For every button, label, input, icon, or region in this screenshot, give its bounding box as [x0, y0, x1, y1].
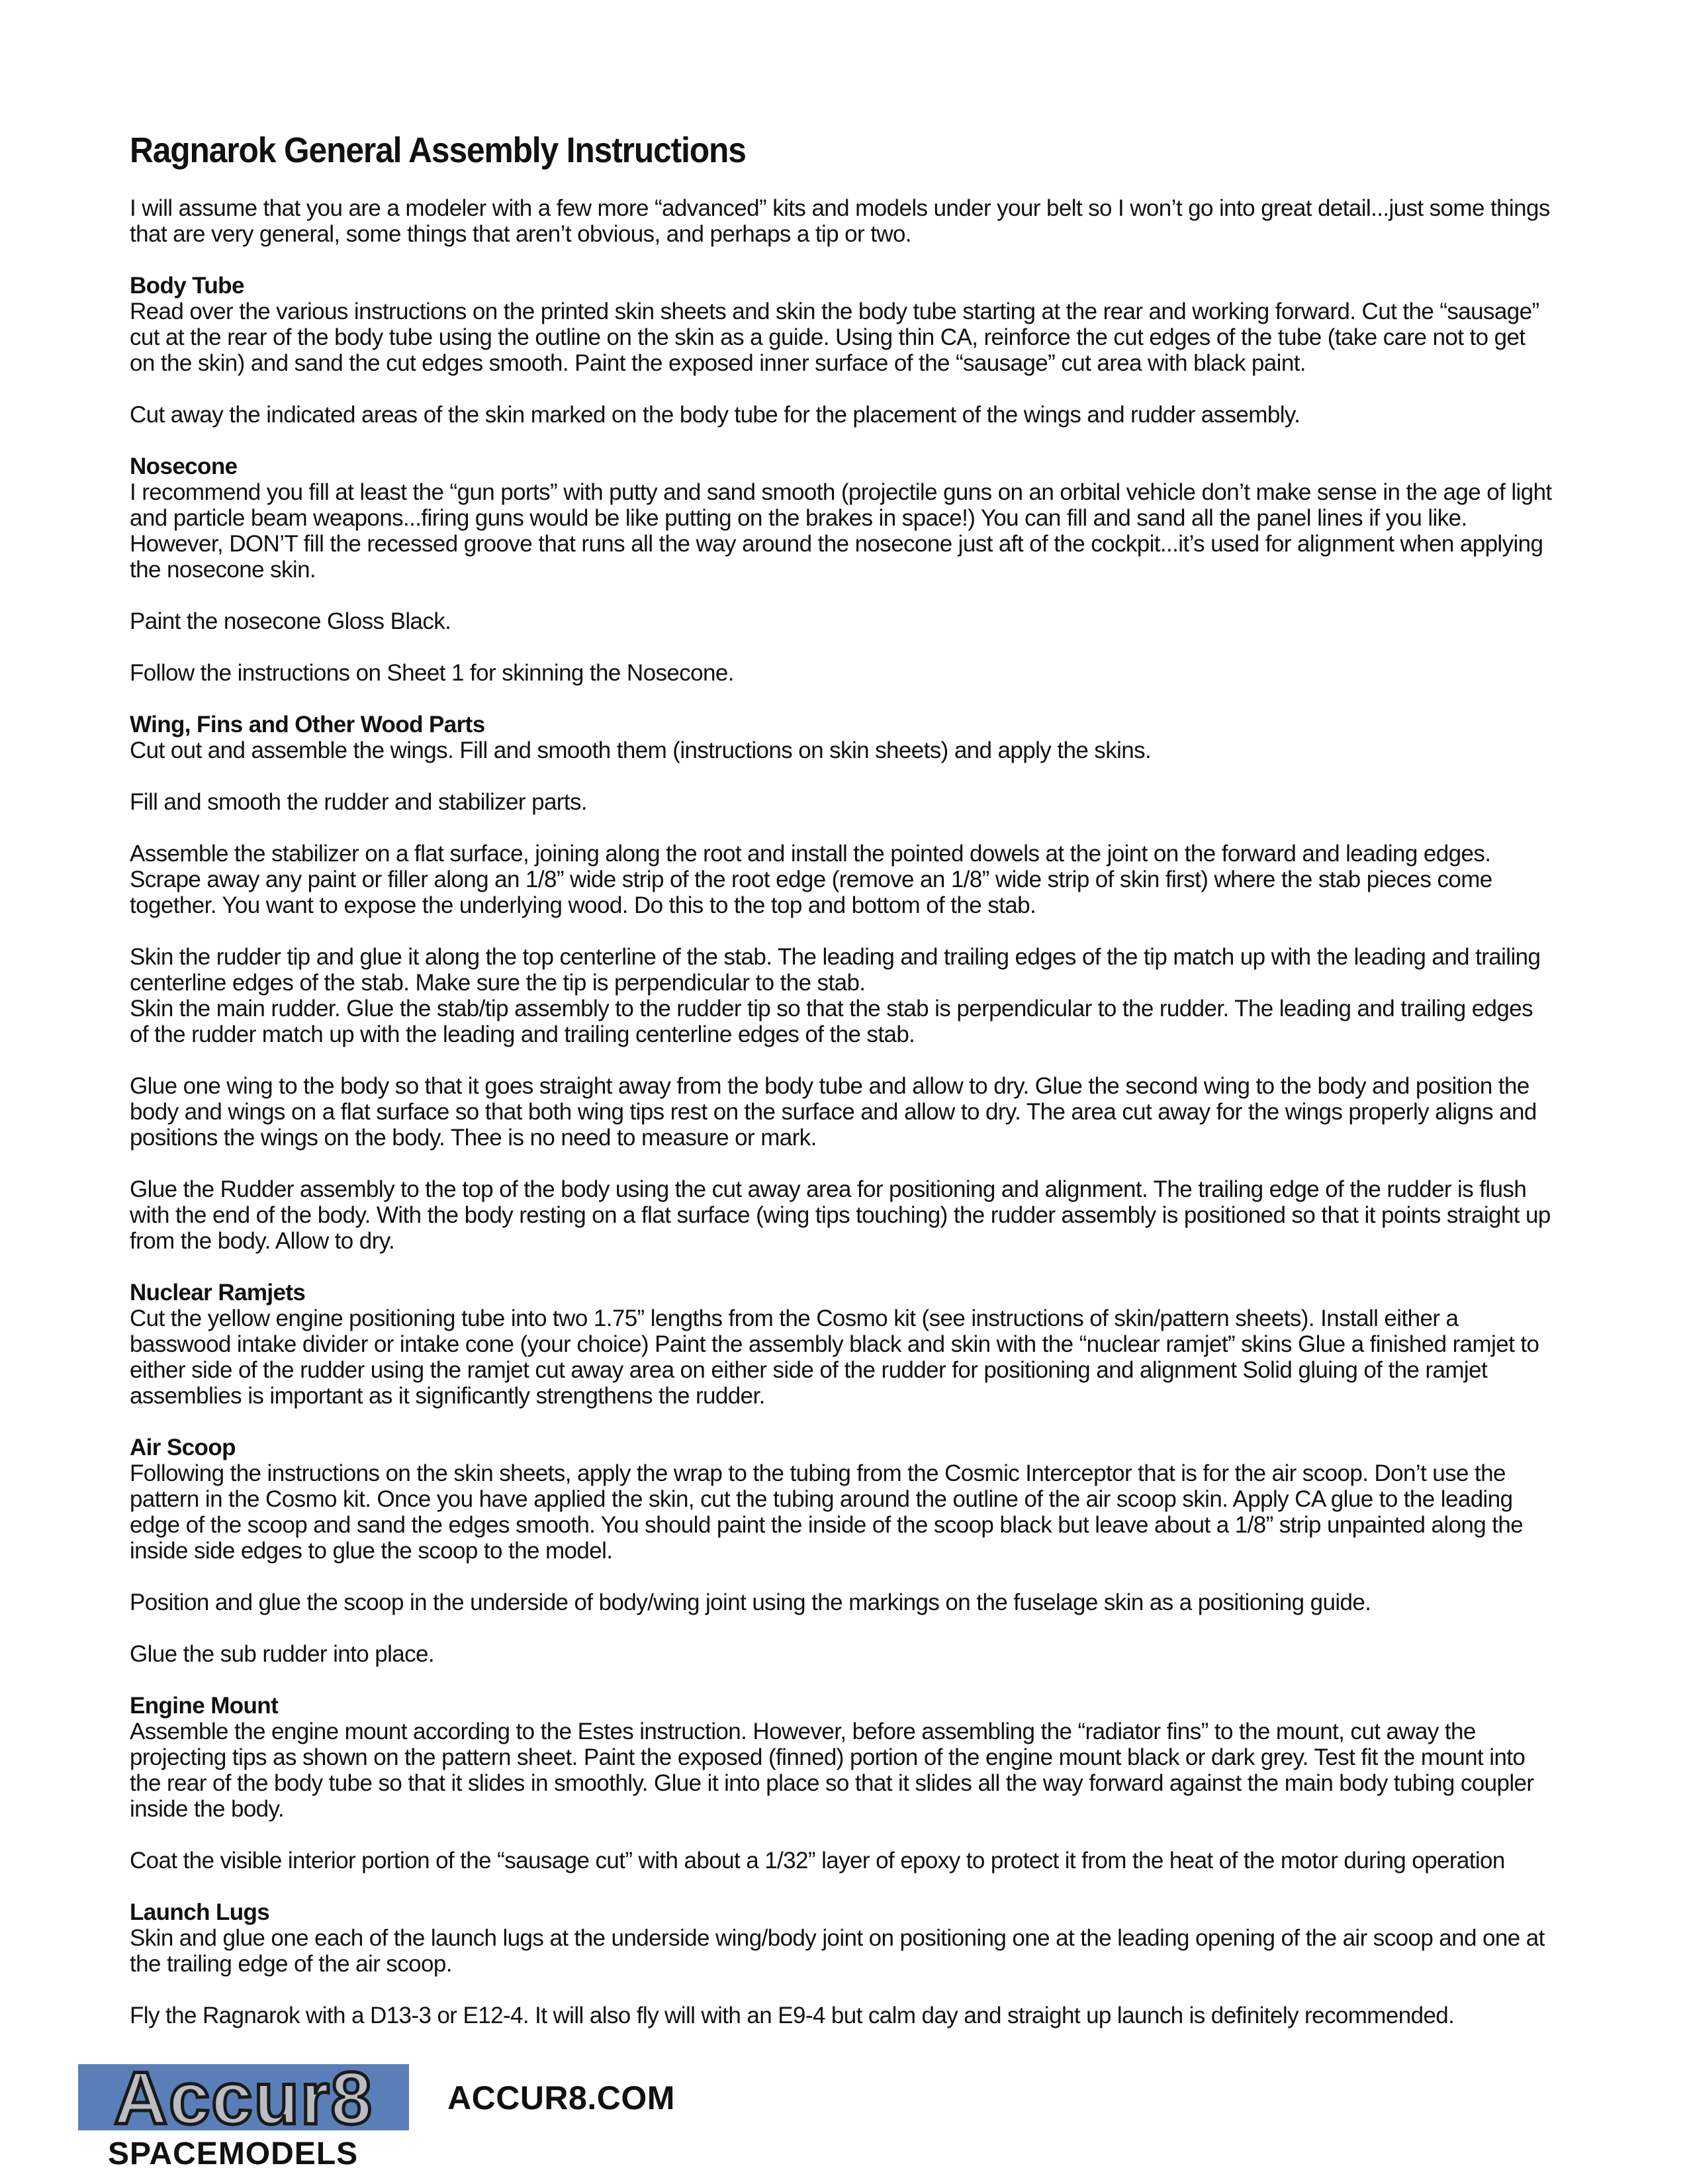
logo-wordmark: Accur8	[114, 2064, 373, 2140]
section-heading-body-tube: Body Tube	[130, 273, 244, 299]
body-tube-paragraph-1: Read over the various instructions on the printed skin sheets and skin the body tube starting at the rear and working forward. Cut the “sausage” cut at the rear of the body tube using the outline on the skin as a guide. Using thin CA, reinforce the cut edges of the tube (take care not to get on the skin) and sand the cut edges smooth. Paint the exposed inner surface of the “sausage” cut area with black paint.	[130, 299, 1539, 377]
page-title: Ragnarok General Assembly Instructions	[130, 130, 746, 170]
wings-paragraph-4: Skin the rudder tip and glue it along the top centerline of the stab. The leading and trailing edges of the tip match up with the leading and trailing centerline edges of the stab. Make sure the tip is perpendicular to the stab. Skin the main rudder. Glue the stab/tip assembly to the rudder tip so that the stab is perpendicular to the rudder. The leading and trailing edges of the rudder match up with the leading and trailing centerline edges of the stab.	[130, 944, 1541, 1048]
air-scoop-paragraph-1: Following the instructions on the skin sheets, apply the wrap to the tubing from the Cosmic Interceptor that is for the air scoop. Don’t use the pattern in the Cosmo kit. Once you have applied the skin, cut the tubing around the outline of the air scoop skin. Apply CA glue to the leading edge of the scoop and sand the edges smooth. You should paint the inside of the scoop black but leave about a 1/8” strip unpainted along the inside side edges to glue the scoop to the model.	[130, 1460, 1524, 1564]
launch-lugs-paragraph-2: Fly the Ragnarok with a D13-3 or E12-4. It will also fly will with an E9-4 but calm day and straight up launch is definitely recommended.	[130, 2003, 1455, 2029]
accur8-logo	[78, 2064, 409, 2144]
wings-paragraph-5: Glue one wing to the body so that it goes straight away from the body tube and allow to dry. Glue the second wing to the body and position the body and wings on a flat surface so that both wing tips rest on the surface and allow to dry. The area cut away for the wings properly aligns and positions the wings on the body. Thee is no need to measure or mark.	[130, 1073, 1537, 1151]
website-link[interactable]: ACCUR8.COM	[447, 2079, 675, 2116]
section-heading-nosecone: Nosecone	[130, 453, 238, 480]
wings-paragraph-2: Fill and smooth the rudder and stabilizer parts.	[130, 789, 588, 816]
engine-mount-paragraph-2: Coat the visible interior portion of the “sausage cut” with about a 1/32” layer of epoxy to protect it from the heat of the motor during operation	[130, 1848, 1505, 1874]
air-scoop-paragraph-2: Position and glue the scoop in the underside of body/wing joint using the markings on the fuselage skin as a positioning guide.	[130, 1590, 1371, 1616]
nosecone-paragraph-1: I recommend you fill at least the “gun ports” with putty and sand smooth (projectile guns on an orbital vehicle don’t make sense in the age of light and particle beam weapons...firing guns would be like putting on the brakes in space!) You can fill and sand all the panel lines if you like. However, DON’T fill the recessed groove that runs all the way around the nosecone just aft of the cockpit...it’s used for alignment when applying the nosecone skin.	[130, 479, 1552, 583]
air-scoop-paragraph-3: Glue the sub rudder into place.	[130, 1641, 435, 1668]
intro-paragraph: I will assume that you are a modeler with a few more “advanced” kits and models under your belt so I won’t go into great detail...just some things that are very general, some things that aren’t obvious, and perhaps a tip or two.	[130, 195, 1550, 248]
engine-mount-paragraph-1: Assemble the engine mount according to the Estes instruction. However, before assembling the “radiator fins” to the mount, cut away the projecting tips as shown on the pattern sheet. Paint the exposed (finned) portion of the engine mount black or dark grey. Test fit the mount into the rear of the body tube so that it slides in smoothly. Glue it into place so that it slides all the way forward against the main body tubing coupler inside the body.	[130, 1719, 1534, 1823]
section-heading-air-scoop: Air Scoop	[130, 1435, 236, 1461]
nosecone-paragraph-2: Paint the nosecone Gloss Black.	[130, 608, 451, 635]
logo-subtitle: SPACEMODELS	[108, 2136, 359, 2171]
nosecone-paragraph-3: Follow the instructions on Sheet 1 for skinning the Nosecone.	[130, 660, 734, 687]
section-heading-engine-mount: Engine Mount	[130, 1693, 279, 1719]
wings-paragraph-3: Assemble the stabilizer on a flat surface, joining along the root and install the pointed dowels at the joint on the forward and leading edges. Scrape away any paint or filler along an 1/8” wide strip of the root edge (remove an 1/8” wide strip of skin first) where the stab pieces come together. You want to expose the underlying wood. Do this to the top and bottom of the stab.	[130, 841, 1492, 919]
section-heading-ramjets: Nuclear Ramjets	[130, 1280, 306, 1306]
launch-lugs-paragraph-1: Skin and glue one each of the launch lugs at the underside wing/body joint on positioning one at the leading opening of the air scoop and one at the trailing edge of the air scoop.	[130, 1925, 1545, 1977]
ramjets-paragraph-1: Cut the yellow engine positioning tube into two 1.75” lengths from the Cosmo kit (see instructions of skin/pattern sheets). Install either a basswood intake divider or intake cone (your choice) Paint the assembly black and skin with the “nuclear ramjet” skins Glue a finished ramjet to either side of the rudder using the ramjet cut away area on either side of the rudder for positioning and alignment Solid gluing of the ramjet assemblies is important as it significantly strengthens the rudder.	[130, 1306, 1539, 1409]
section-heading-launch-lugs: Launch Lugs	[130, 1899, 270, 1926]
footer	[78, 2064, 740, 2170]
wings-paragraph-6: Glue the Rudder assembly to the top of the body using the cut away area for positioning and alignment. The trailing edge of the rudder is flush with the end of the body. With the body resting on a flat surface (wing tips touching) the rudder assembly is positioned so that it points straight up from the body. Allow to dry.	[130, 1176, 1551, 1255]
section-heading-wings: Wing, Fins and Other Wood Parts	[130, 712, 485, 738]
body-tube-paragraph-2: Cut away the indicated areas of the skin marked on the body tube for the placement of the wings and rudder assembly.	[130, 402, 1300, 428]
wings-paragraph-1: Cut out and assemble the wings. Fill and smooth them (instructions on skin sheets) and apply the skins.	[130, 737, 1152, 764]
document-body	[130, 131, 1586, 2028]
